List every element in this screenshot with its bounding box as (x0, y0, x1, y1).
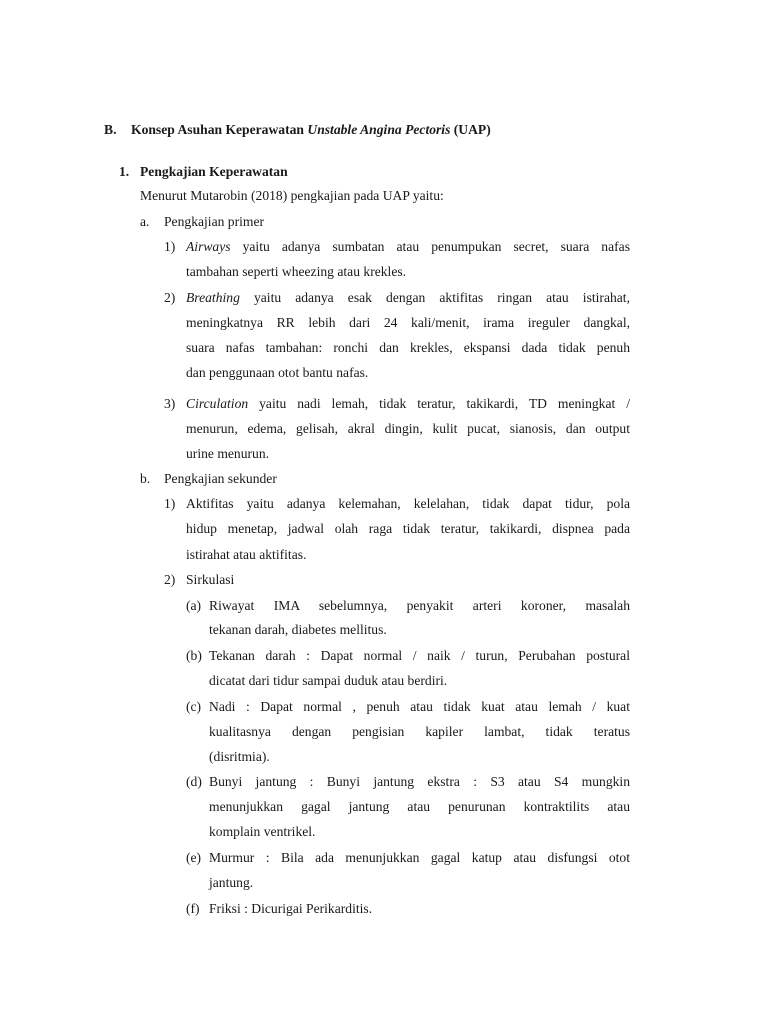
sub-label: (e) (186, 850, 202, 865)
sub-e-line-2: jantung. (209, 875, 254, 890)
section-letter: B. (104, 122, 117, 137)
item-number: 3) (164, 396, 176, 411)
circulation-line-3: urine menurun. (186, 446, 270, 461)
item-number: 1) (164, 239, 176, 254)
term-airways: Airways (186, 239, 231, 254)
sub-d-line-1: Bunyi jantung : Bunyi jantung ekstra : S3 atau S4 mungkin (209, 774, 630, 789)
circulation-text: yaitu nadi lemah, tidak teratur, takikardi, TD meningkat / (248, 396, 630, 411)
breathing-line-3: suara nafas tambahan: ronchi dan krekles, ekspansi dada tidak penuh (186, 340, 630, 355)
sub-c-line-2: kualitasnya dengan pengisian kapiler lambat, tidak teratus (209, 724, 630, 739)
sub-b-line-1: Tekanan darah : Dapat normal / naik / turun, Perubahan postural (209, 648, 630, 663)
sub-c-line-3: (disritmia). (209, 749, 270, 764)
section-title-italic: Unstable Angina Pectoris (307, 122, 451, 137)
breathing-line-2: meningkatnya RR lebih dari 24 kali/menit, irama ireguler dangkal, (186, 315, 630, 330)
intro-paragraph: Menurut Mutarobin (2018) pengkajian pada UAP yaitu: (140, 188, 444, 203)
sub-a-line-1: Riwayat IMA sebelumnya, penyakit arteri koroner, masalah (209, 598, 630, 613)
airways-line (186, 238, 630, 256)
sub-d-line-3: komplain ventrikel. (209, 824, 316, 839)
sub-label: (b) (186, 648, 202, 663)
sub-c-line-1: Nadi : Dapat normal , penuh atau tidak kuat atau lemah / kuat (209, 699, 630, 714)
sub-label: (a) (186, 598, 202, 613)
sub-a-line-2: tekanan darah, diabetes mellitus. (209, 622, 387, 637)
list-title-b: Pengkajian sekunder (164, 471, 277, 486)
section-title-post: (UAP) (450, 122, 491, 137)
circulation-line-2: menurun, edema, gelisah, akral dingin, kulit pucat, sianosis, dan output (186, 421, 630, 436)
term-circulation: Circulation (186, 396, 249, 411)
airways-text: yaitu adanya sumbatan atau penumpukan secret, suara nafas (230, 239, 630, 254)
list-label-a: a. (140, 214, 150, 229)
list-label-b: b. (140, 471, 151, 486)
sirkulasi-title: Sirkulasi (186, 572, 235, 587)
sub-label: (c) (186, 699, 202, 714)
sub-label: (d) (186, 774, 202, 789)
aktifitas-line-3: istirahat atau aktifitas. (186, 547, 307, 562)
sub-f-line-1: Friksi : Dicurigai Perikarditis. (209, 901, 373, 916)
aktifitas-line-1: Aktifitas yaitu adanya kelemahan, kelelahan, tidak dapat tidur, pola (186, 496, 630, 511)
sub-d-line-2: menunjukkan gagal jantung atau penurunan kontraktilits atau (209, 799, 630, 814)
circulation-line (186, 395, 630, 413)
airways-continuation: tambahan seperti wheezing atau krekles. (186, 264, 407, 279)
term-breathing: Breathing (186, 290, 240, 305)
item-number: 2) (164, 572, 176, 587)
sub-label: (f) (186, 901, 200, 916)
section-title (131, 121, 491, 139)
section-title-pre: Konsep Asuhan Keperawatan (131, 122, 308, 137)
aktifitas-line-2: hidup menetap, jadwal olah raga tidak teratur, takikardi, dispnea pada (186, 521, 630, 536)
breathing-line-4: dan penggunaan otot bantu nafas. (186, 365, 369, 380)
item-number: 2) (164, 290, 176, 305)
sub-b-line-2: dicatat dari tidur sampai duduk atau berdiri. (209, 673, 448, 688)
subsection-title: Pengkajian Keperawatan (140, 164, 288, 179)
breathing-line (186, 289, 630, 307)
item-number: 1) (164, 496, 176, 511)
sub-e-line-1: Murmur : Bila ada menunjukkan gagal katup atau disfungsi otot (209, 850, 630, 865)
breathing-text: yaitu adanya esak dengan aktifitas ringan atau istirahat, (239, 290, 630, 305)
subsection-number: 1. (119, 164, 130, 179)
list-title-a: Pengkajian primer (164, 214, 265, 229)
